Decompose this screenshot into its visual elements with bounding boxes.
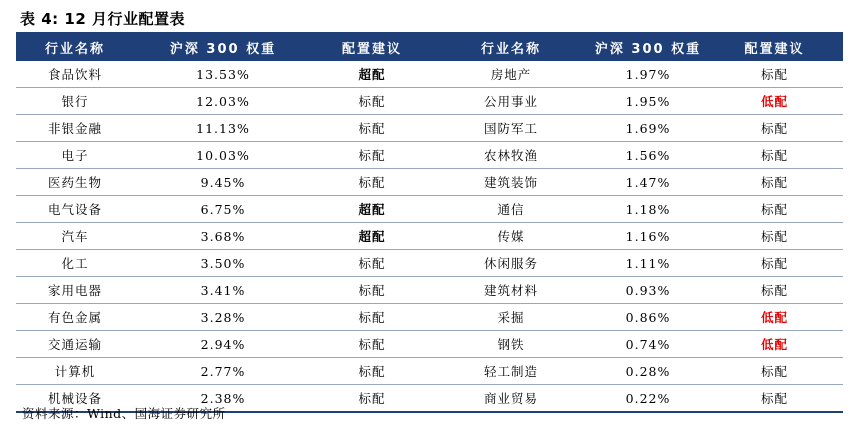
table-row: [16, 304, 843, 331]
industry-cell: 休闲服务: [432, 250, 590, 277]
rec-cell: 标配: [312, 88, 432, 115]
rec-cell: 低配: [706, 88, 843, 115]
header-weight-right: 沪深 300 权重: [590, 34, 706, 61]
industry-cell: 房地产: [432, 61, 590, 88]
weight-cell: 1.97%: [590, 61, 706, 88]
table-row: [16, 223, 843, 250]
rec-cell: 标配: [706, 115, 843, 142]
rec-cell: 超配: [312, 61, 432, 88]
weight-cell: 2.94%: [134, 331, 312, 358]
industry-cell: 建筑材料: [432, 277, 590, 304]
industry-cell: 家用电器: [16, 277, 134, 304]
industry-cell: 有色金属: [16, 304, 134, 331]
weight-cell: 1.16%: [590, 223, 706, 250]
rec-cell: 标配: [706, 385, 843, 413]
rec-cell: 低配: [706, 331, 843, 358]
weight-cell: 3.50%: [134, 250, 312, 277]
header-row: [16, 34, 843, 61]
header-weight-left: 沪深 300 权重: [134, 34, 312, 61]
table-row: [16, 196, 843, 223]
industry-cell: 电气设备: [16, 196, 134, 223]
weight-cell: 11.13%: [134, 115, 312, 142]
table-row: [16, 142, 843, 169]
table-row: [16, 88, 843, 115]
weight-cell: 6.75%: [134, 196, 312, 223]
weight-cell: 10.03%: [134, 142, 312, 169]
rec-cell: 超配: [312, 196, 432, 223]
rec-cell: 标配: [312, 331, 432, 358]
rec-cell: 标配: [706, 223, 843, 250]
header-industry-right: 行业名称: [432, 34, 590, 61]
industry-cell: 轻工制造: [432, 358, 590, 385]
industry-cell: 食品饮料: [16, 61, 134, 88]
weight-cell: 1.11%: [590, 250, 706, 277]
weight-cell: 3.28%: [134, 304, 312, 331]
weight-cell: 3.68%: [134, 223, 312, 250]
weight-cell: 1.69%: [590, 115, 706, 142]
rec-cell: 标配: [312, 277, 432, 304]
table-row: [16, 250, 843, 277]
weight-cell: 1.47%: [590, 169, 706, 196]
weight-cell: 13.53%: [134, 61, 312, 88]
industry-cell: 通信: [432, 196, 590, 223]
industry-cell: 电子: [16, 142, 134, 169]
weight-cell: 0.93%: [590, 277, 706, 304]
rec-cell: 标配: [312, 250, 432, 277]
industry-cell: 银行: [16, 88, 134, 115]
industry-cell: 计算机: [16, 358, 134, 385]
industry-cell: 钢铁: [432, 331, 590, 358]
weight-cell: 1.18%: [590, 196, 706, 223]
industry-cell: 机械设备: [16, 385, 134, 413]
weight-cell: 3.41%: [134, 277, 312, 304]
table-row: [16, 169, 843, 196]
industry-cell: 商业贸易: [432, 385, 590, 413]
rec-cell: 标配: [706, 196, 843, 223]
weight-cell: 0.74%: [590, 331, 706, 358]
rec-cell: 低配: [706, 304, 843, 331]
rec-cell: 标配: [706, 61, 843, 88]
rec-cell: 标配: [312, 358, 432, 385]
weight-cell: 0.22%: [590, 385, 706, 413]
weight-cell: 2.38%: [134, 385, 312, 413]
industry-cell: 化工: [16, 250, 134, 277]
weight-cell: 0.28%: [590, 358, 706, 385]
rec-cell: 标配: [706, 142, 843, 169]
industry-cell: 建筑装饰: [432, 169, 590, 196]
weight-cell: 9.45%: [134, 169, 312, 196]
rec-cell: 标配: [312, 142, 432, 169]
industry-cell: 汽车: [16, 223, 134, 250]
table-row: [16, 331, 843, 358]
industry-cell: 采掘: [432, 304, 590, 331]
table-row: [16, 115, 843, 142]
table-row: [16, 61, 843, 88]
header-industry-left: 行业名称: [16, 34, 134, 61]
table-title: 表 4: 12 月行业配置表: [20, 10, 185, 28]
header-rec-left: 配置建议: [312, 34, 432, 61]
rec-cell: 超配: [312, 223, 432, 250]
industry-cell: 传媒: [432, 223, 590, 250]
industry-cell: 医药生物: [16, 169, 134, 196]
table-row: [16, 277, 843, 304]
weight-cell: 1.95%: [590, 88, 706, 115]
rec-cell: 标配: [706, 358, 843, 385]
table-row: [16, 358, 843, 385]
rec-cell: 标配: [706, 250, 843, 277]
weight-cell: 0.86%: [590, 304, 706, 331]
industry-cell: 国防军工: [432, 115, 590, 142]
weight-cell: 2.77%: [134, 358, 312, 385]
industry-cell: 公用事业: [432, 88, 590, 115]
weight-cell: 12.03%: [134, 88, 312, 115]
rec-cell: 标配: [312, 169, 432, 196]
rec-cell: 标配: [706, 277, 843, 304]
industry-allocation-table: [16, 34, 843, 413]
rec-cell: 标配: [312, 304, 432, 331]
industry-cell: 农林牧渔: [432, 142, 590, 169]
rec-cell: 标配: [312, 385, 432, 413]
source-note: 资料来源：Wind、国海证券研究所: [22, 406, 226, 421]
rec-cell: 标配: [312, 115, 432, 142]
header-rec-right: 配置建议: [706, 34, 843, 61]
industry-cell: 交通运输: [16, 331, 134, 358]
weight-cell: 1.56%: [590, 142, 706, 169]
rec-cell: 标配: [706, 169, 843, 196]
industry-cell: 非银金融: [16, 115, 134, 142]
